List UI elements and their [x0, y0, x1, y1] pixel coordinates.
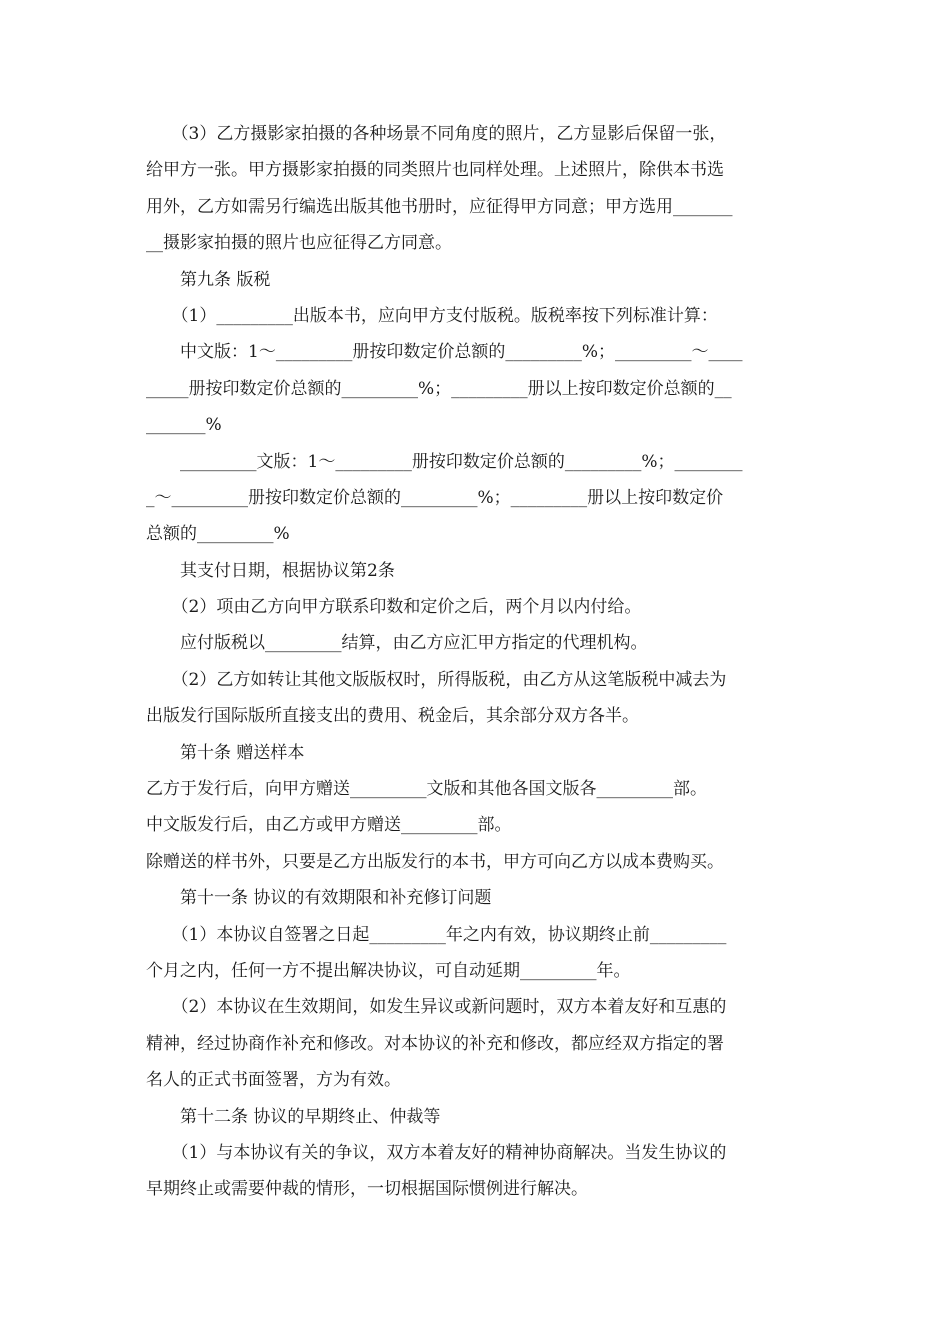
text-line: 个月之内，任何一方不提出解决协议，可自动延期_________年。: [146, 960, 631, 981]
text-line: _______%: [146, 415, 222, 436]
text-line: 除赠送的样书外，只要是乙方出版发行的本书，甲方可向乙方以成本费购买。: [146, 851, 724, 872]
text-line: _________文版：1～_________册按印数定价总额的_________%；________: [146, 451, 743, 472]
text-line: （3）乙方摄影家拍摄的各种场景不同角度的照片，乙方显影后保留一张，: [146, 124, 727, 144]
text-line: 应付版税以_________结算，由乙方应汇甲方指定的代理机构。: [146, 633, 648, 654]
section-heading-article-9: 第九条 版税: [146, 269, 271, 290]
text-line: （2）乙方如转让其他文版版权时，所得版税，由乙方从这笔版税中减去为: [146, 669, 727, 690]
text-line: 名人的正式书面签署，方为有效。: [146, 1070, 401, 1091]
text-line: （2）项由乙方向甲方联系印数和定价之后，两个月以内付给。: [146, 597, 642, 618]
text-line: _____册按印数定价总额的_________%；_________册以上按印数定价总额的__: [146, 378, 732, 399]
text-line: 精神，经过协商作补充和修改。对本协议的补充和修改，都应经双方指定的署: [146, 1033, 724, 1054]
text-line: 其支付日期，根据协议第2条: [146, 560, 395, 581]
section-heading-article-12: 第十二条 协议的早期终止、仲裁等: [146, 1106, 441, 1127]
text-line: （1）_________出版本书，应向甲方支付版税。版税率按下列标准计算：: [146, 305, 718, 326]
text-line: __摄影家拍摄的照片也应征得乙方同意。: [146, 233, 452, 254]
text-line: _～_________册按印数定价总额的_________%；_________册以上按印数定价: [146, 487, 724, 508]
text-line: （2）本协议在生效期间，如发生异议或新问题时，双方本着友好和互惠的: [146, 997, 727, 1018]
text-line: 中文版：1～_________册按印数定价总额的_________%；_________～____: [146, 342, 743, 363]
section-heading-article-11: 第十一条 协议的有效期限和补充修订问题: [146, 888, 492, 909]
text-line: 给甲方一张。甲方摄影家拍摄的同类照片也同样处理。上述照片，除供本书选: [146, 160, 724, 181]
text-line: 总额的_________%: [146, 524, 290, 545]
text-line: 用外，乙方如需另行编选出版其他书册时，应征得甲方同意；甲方选用_______: [146, 196, 733, 217]
text-line: 乙方于发行后，向甲方赠送_________文版和其他各国文版各_________部。: [146, 779, 707, 800]
text-line: 中文版发行后，由乙方或甲方赠送_________部。: [146, 815, 512, 836]
text-line: （1）与本协议有关的争议，双方本着友好的精神协商解决。当发生协议的: [146, 1142, 727, 1163]
document-body: [146, 116, 806, 1208]
text-line: 出版发行国际版所直接支出的费用、税金后，其余部分双方各半。: [146, 706, 639, 727]
text-line: 早期终止或需要仲裁的情形，一切根据国际惯例进行解决。: [146, 1179, 588, 1200]
section-heading-article-10: 第十条 赠送样本: [146, 742, 305, 763]
text-line: （1）本协议自签署之日起_________年之内有效，协议期终止前_________: [146, 924, 727, 945]
